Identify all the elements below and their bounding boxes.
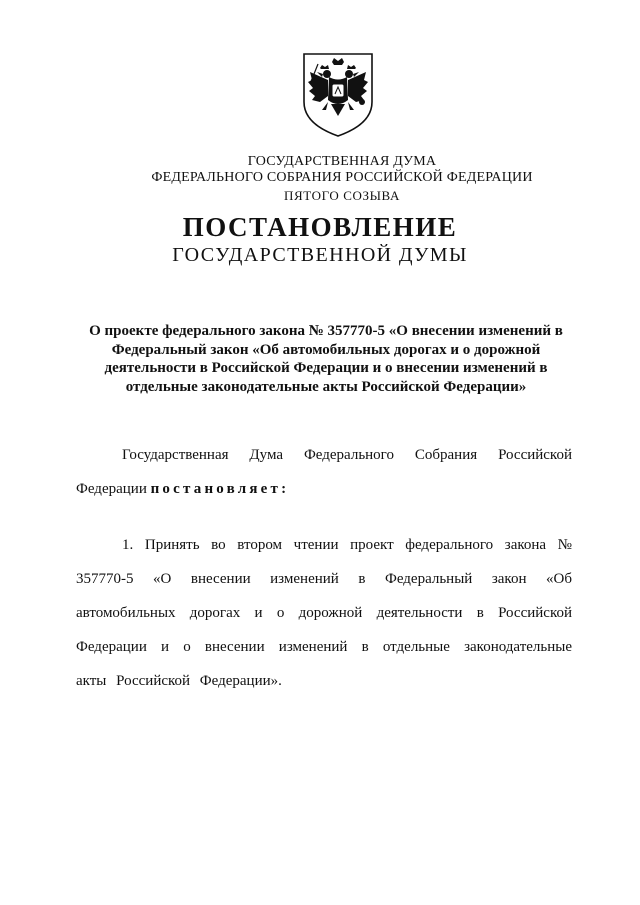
preamble-paragraph [76,438,572,506]
document-title: ПОСТАНОВЛЕНИЕ [182,212,458,242]
document-subtitle: ГОСУДАРСТВЕННОЙ ДУМЫ [172,244,468,266]
header-federal-assembly: ФЕДЕРАЛЬНОГО СОБРАНИЯ РОССИЙСКОЙ ФЕДЕРАЦИИ [151,170,533,185]
resolution-heading: О проекте федерального закона № 357770-5 «О внесении изменений в Федеральный закон «Об автомобильных дорогах и о дорожной деятельности в Российской Федерации и о внесении изменений в отдельные законодательные акты Российской Федерации» [89,323,563,395]
item-1-paragraph: 1. Принять во втором чтении проект федерального закона № 357770-5 «О внесении изменений в Федеральный закон «Об автомобильных дорогах и о дорожной деятельности в Российской Федерации и о внесении изменений в отдельные законодательные акты Российской Федерации». [76,537,572,689]
header-duma: ГОСУДАРСТВЕННАЯ ДУМА [247,154,437,169]
coat-of-arms-icon [298,50,378,140]
preamble-text: Государственная Дума Федерального Собрания Российской Федерации [76,447,572,497]
header-convocation: ПЯТОГО СОЗЫВА [284,188,400,203]
preamble-emphasis: постановляет: [150,481,290,497]
